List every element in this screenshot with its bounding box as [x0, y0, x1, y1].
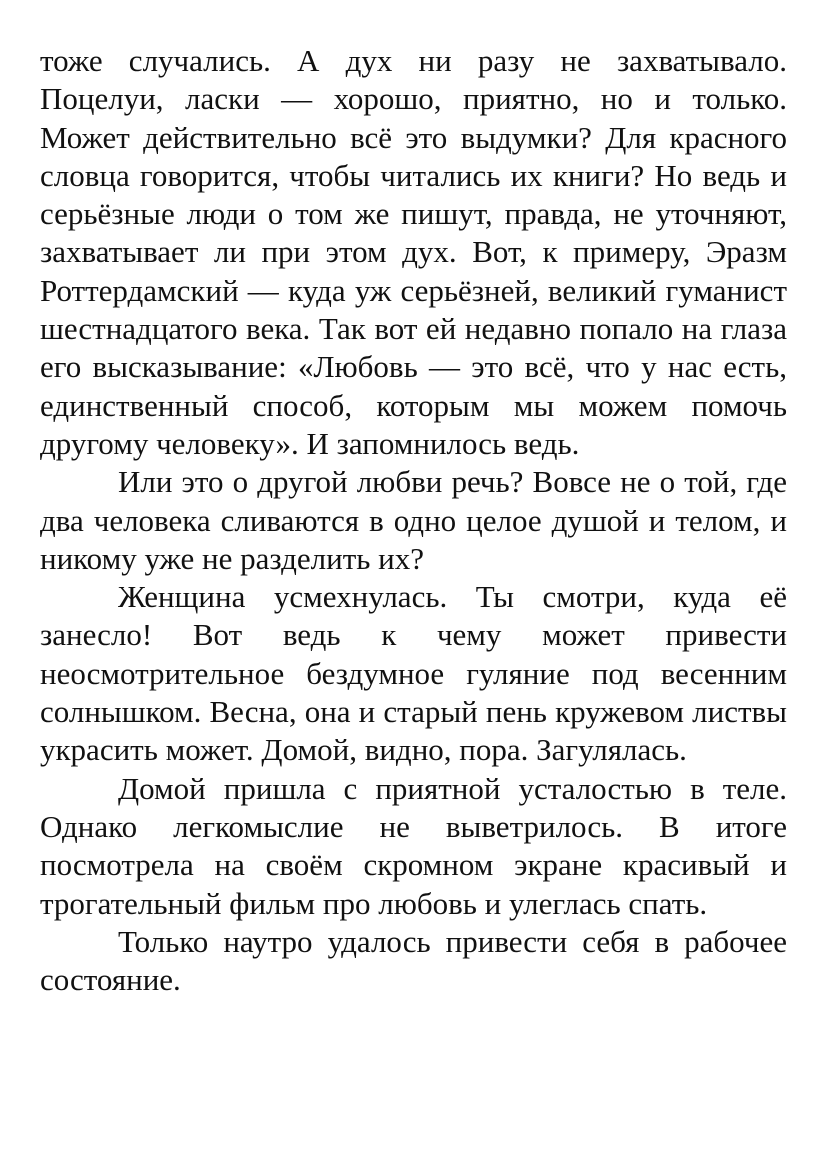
paragraph-continued: тоже случались. А дух ни разу не захватывало. Поцелуи, ласки — хорошо, приятно, но и только. Может действительно всё это выдумки? Для красного словца говорится, чтобы читались их книги? Но ведь и серьёзные люди о том же пишут, правда, не уточняют, захватывает ли при этом дух. Вот, к примеру, Эразм Роттердамский — куда уж серьёзней, великий гуманист шестнадцатого века. Так вот ей недавно попало на глаза его высказывание: «Любовь — это всё, что у нас есть, единственный способ, которым мы можем помочь другому человеку». И запомнилось ведь. [40, 43, 787, 461]
paragraph-came-home: Домой пришла с приятной усталостью в теле. Однако легкомыслие не выветрилось. В итоге посмотрела на своём скромном экране красивый и трогательный фильм про любовь и улеглась спать. [40, 770, 787, 921]
paragraph-other-love: Или это о другой любви речь? Вовсе не о той, где два человека сливаются в одно целое душой и телом, и никому уже не разделить их? [40, 464, 787, 576]
paragraph-woman-smiled: Женщина усмехнулась. Ты смотри, куда её занесло! Вот ведь к чему может привести неосмотрительное бездумное гуляние под весенним солнышком. Весна, она и старый пень кружевом листвы украсить может. Домой, видно, пора. Загулялась. [40, 579, 787, 768]
paragraph-next-morning: Только наутро удалось привести себя в рабочее состояние. [40, 923, 787, 998]
document-page [40, 42, 787, 999]
